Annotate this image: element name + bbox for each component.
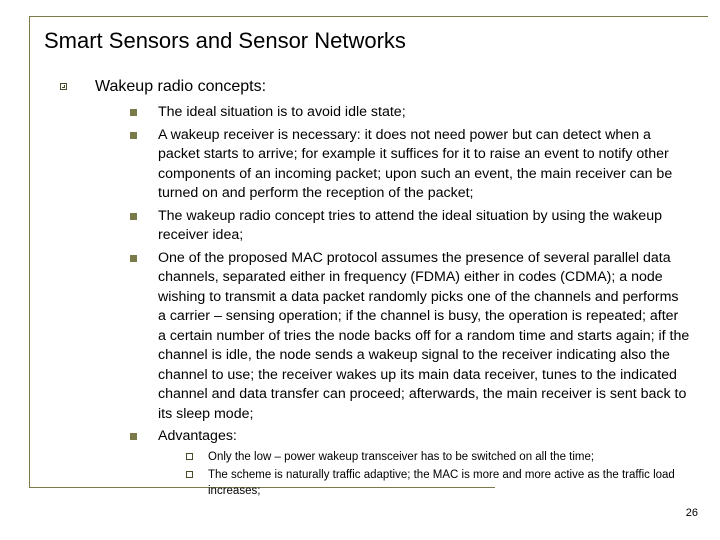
filled-square-bullet-icon <box>130 109 137 116</box>
sub-bullet-list <box>130 103 690 499</box>
sub-bullet-text: The ideal situation is to avoid idle state; <box>158 104 406 120</box>
filled-square-bullet-icon <box>130 255 137 262</box>
sub-bullet-item <box>130 207 690 246</box>
sub-bullet-text: Advantages: <box>158 428 237 444</box>
bullet-heading: Wakeup radio concepts: <box>95 78 267 95</box>
advantage-text: The scheme is naturally traffic adaptive; the MAC is more and more active as the traffic load increases; <box>208 468 675 497</box>
title-rule-top <box>29 16 708 17</box>
bullet-level1-wakeup-radio <box>60 77 700 499</box>
advantage-item <box>186 467 706 499</box>
advantage-text: Only the low – power wakeup transceiver has to be switched on all the time; <box>208 450 595 463</box>
advantages-list <box>186 449 706 499</box>
title-rule-left <box>29 16 30 488</box>
sub-bullet-item-advantages <box>130 427 690 499</box>
sub-bullet-item <box>130 126 690 204</box>
advantage-item <box>186 449 706 465</box>
filled-square-bullet-icon <box>130 213 137 220</box>
hollow-square-bullet-icon <box>60 83 67 90</box>
hollow-square-bullet-icon <box>186 471 193 478</box>
filled-square-bullet-icon <box>130 433 137 440</box>
sub-bullet-text: One of the proposed MAC protocol assumes the presence of several parallel data channels, separated either in frequency (FDMA) either in codes (CDMA); a node wishing to transmit a data packet randomly picks one of the channels and performs a carrier – sensing operation; if the channel is busy, the operation is repeated; after a certain number of tries the node backs off for a random time and starts again; if the channel is idle, the node sends a wakeup signal to the receiver indicating also the channel to use; the receiver wakes up its main data receiver, tunes to the indicated channel and data transfer can proceed; afterwards, the main receiver is sent back to its sleep mode; <box>158 249 690 422</box>
slide-content <box>60 77 700 502</box>
sub-bullet-item <box>130 249 690 425</box>
sub-bullet-text: A wakeup receiver is necessary: it does not need power but can detect when a packet starts to arrive; for example it suffices for it to raise an event to notify other components of an incoming packet; upon such an event, the main receiver can be turned on and perform the reception of the packet; <box>158 126 673 201</box>
sub-bullet-text: The wakeup radio concept tries to attend the ideal situation by using the wakeup receiver idea; <box>158 207 662 243</box>
filled-square-bullet-icon <box>130 132 137 139</box>
slide-title: Smart Sensors and Sensor Networks <box>44 28 406 53</box>
hollow-square-bullet-icon <box>186 453 193 460</box>
sub-bullet-item <box>130 103 690 123</box>
page-number: 26 <box>685 507 698 519</box>
